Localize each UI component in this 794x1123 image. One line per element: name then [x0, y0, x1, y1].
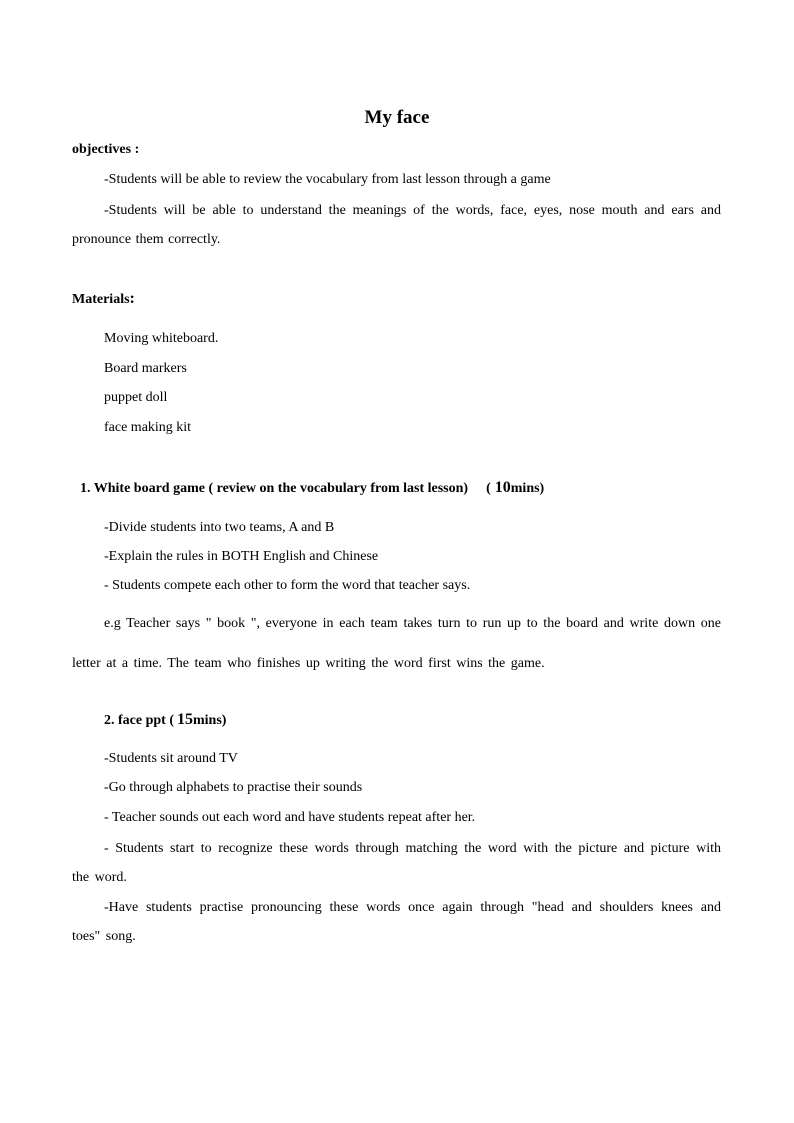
material-item: puppet doll	[104, 390, 168, 405]
objective-item: -Students will be able to review the vocabulary from last lesson through a game	[104, 172, 551, 187]
section1-example: e.g Teacher says " book ", everyone in each team takes turn to run up to the board and write down one letter at a time. The team who finishes up writing the word first wins the game.	[72, 616, 721, 671]
section1-time-unit: mins)	[510, 481, 545, 496]
materials-heading	[72, 290, 135, 308]
objective-item: -Students will be able to understand the meanings of the words, face, eyes, nose mouth and ears and pronounce them correctly.	[72, 203, 721, 247]
section1-line: - Students compete each other to form the word that teacher says.	[104, 578, 471, 593]
section2-paragraph: -Have students practise pronouncing these words once again through "head and shoulders knees and toes" song.	[72, 900, 721, 944]
section1-line: -Divide students into two teams, A and B	[104, 520, 335, 535]
section2-time-unit: mins)	[193, 713, 227, 728]
section2-heading-text: 2. face ppt (	[104, 713, 174, 728]
material-item: face making kit	[104, 420, 192, 435]
section2-time-num: 15	[177, 711, 193, 728]
section1-time-num: 10	[494, 479, 511, 496]
section2-line: -Students sit around TV	[104, 751, 238, 766]
section1-time-open: (	[486, 481, 491, 496]
materials-heading-colon: :	[129, 290, 135, 307]
section2-line: -Go through alphabets to practise their sounds	[104, 780, 363, 795]
section1-line: -Explain the rules in BOTH English and Chinese	[104, 549, 379, 564]
section2-line: - Teacher sounds out each word and have students repeat after her.	[104, 810, 476, 825]
page-title: My face	[364, 107, 430, 128]
section1-heading	[80, 479, 544, 497]
materials-heading-text: Materials	[72, 292, 130, 307]
section1-heading-text: 1. White board game ( review on the vocabulary from last lesson)	[80, 481, 469, 496]
section2-heading	[104, 711, 226, 729]
objectives-heading: objectives :	[72, 142, 140, 157]
section2-paragraph: - Students start to recognize these words through matching the word with the picture and picture with the word.	[72, 841, 721, 885]
material-item: Board markers	[104, 361, 187, 376]
material-item: Moving whiteboard.	[104, 331, 219, 346]
